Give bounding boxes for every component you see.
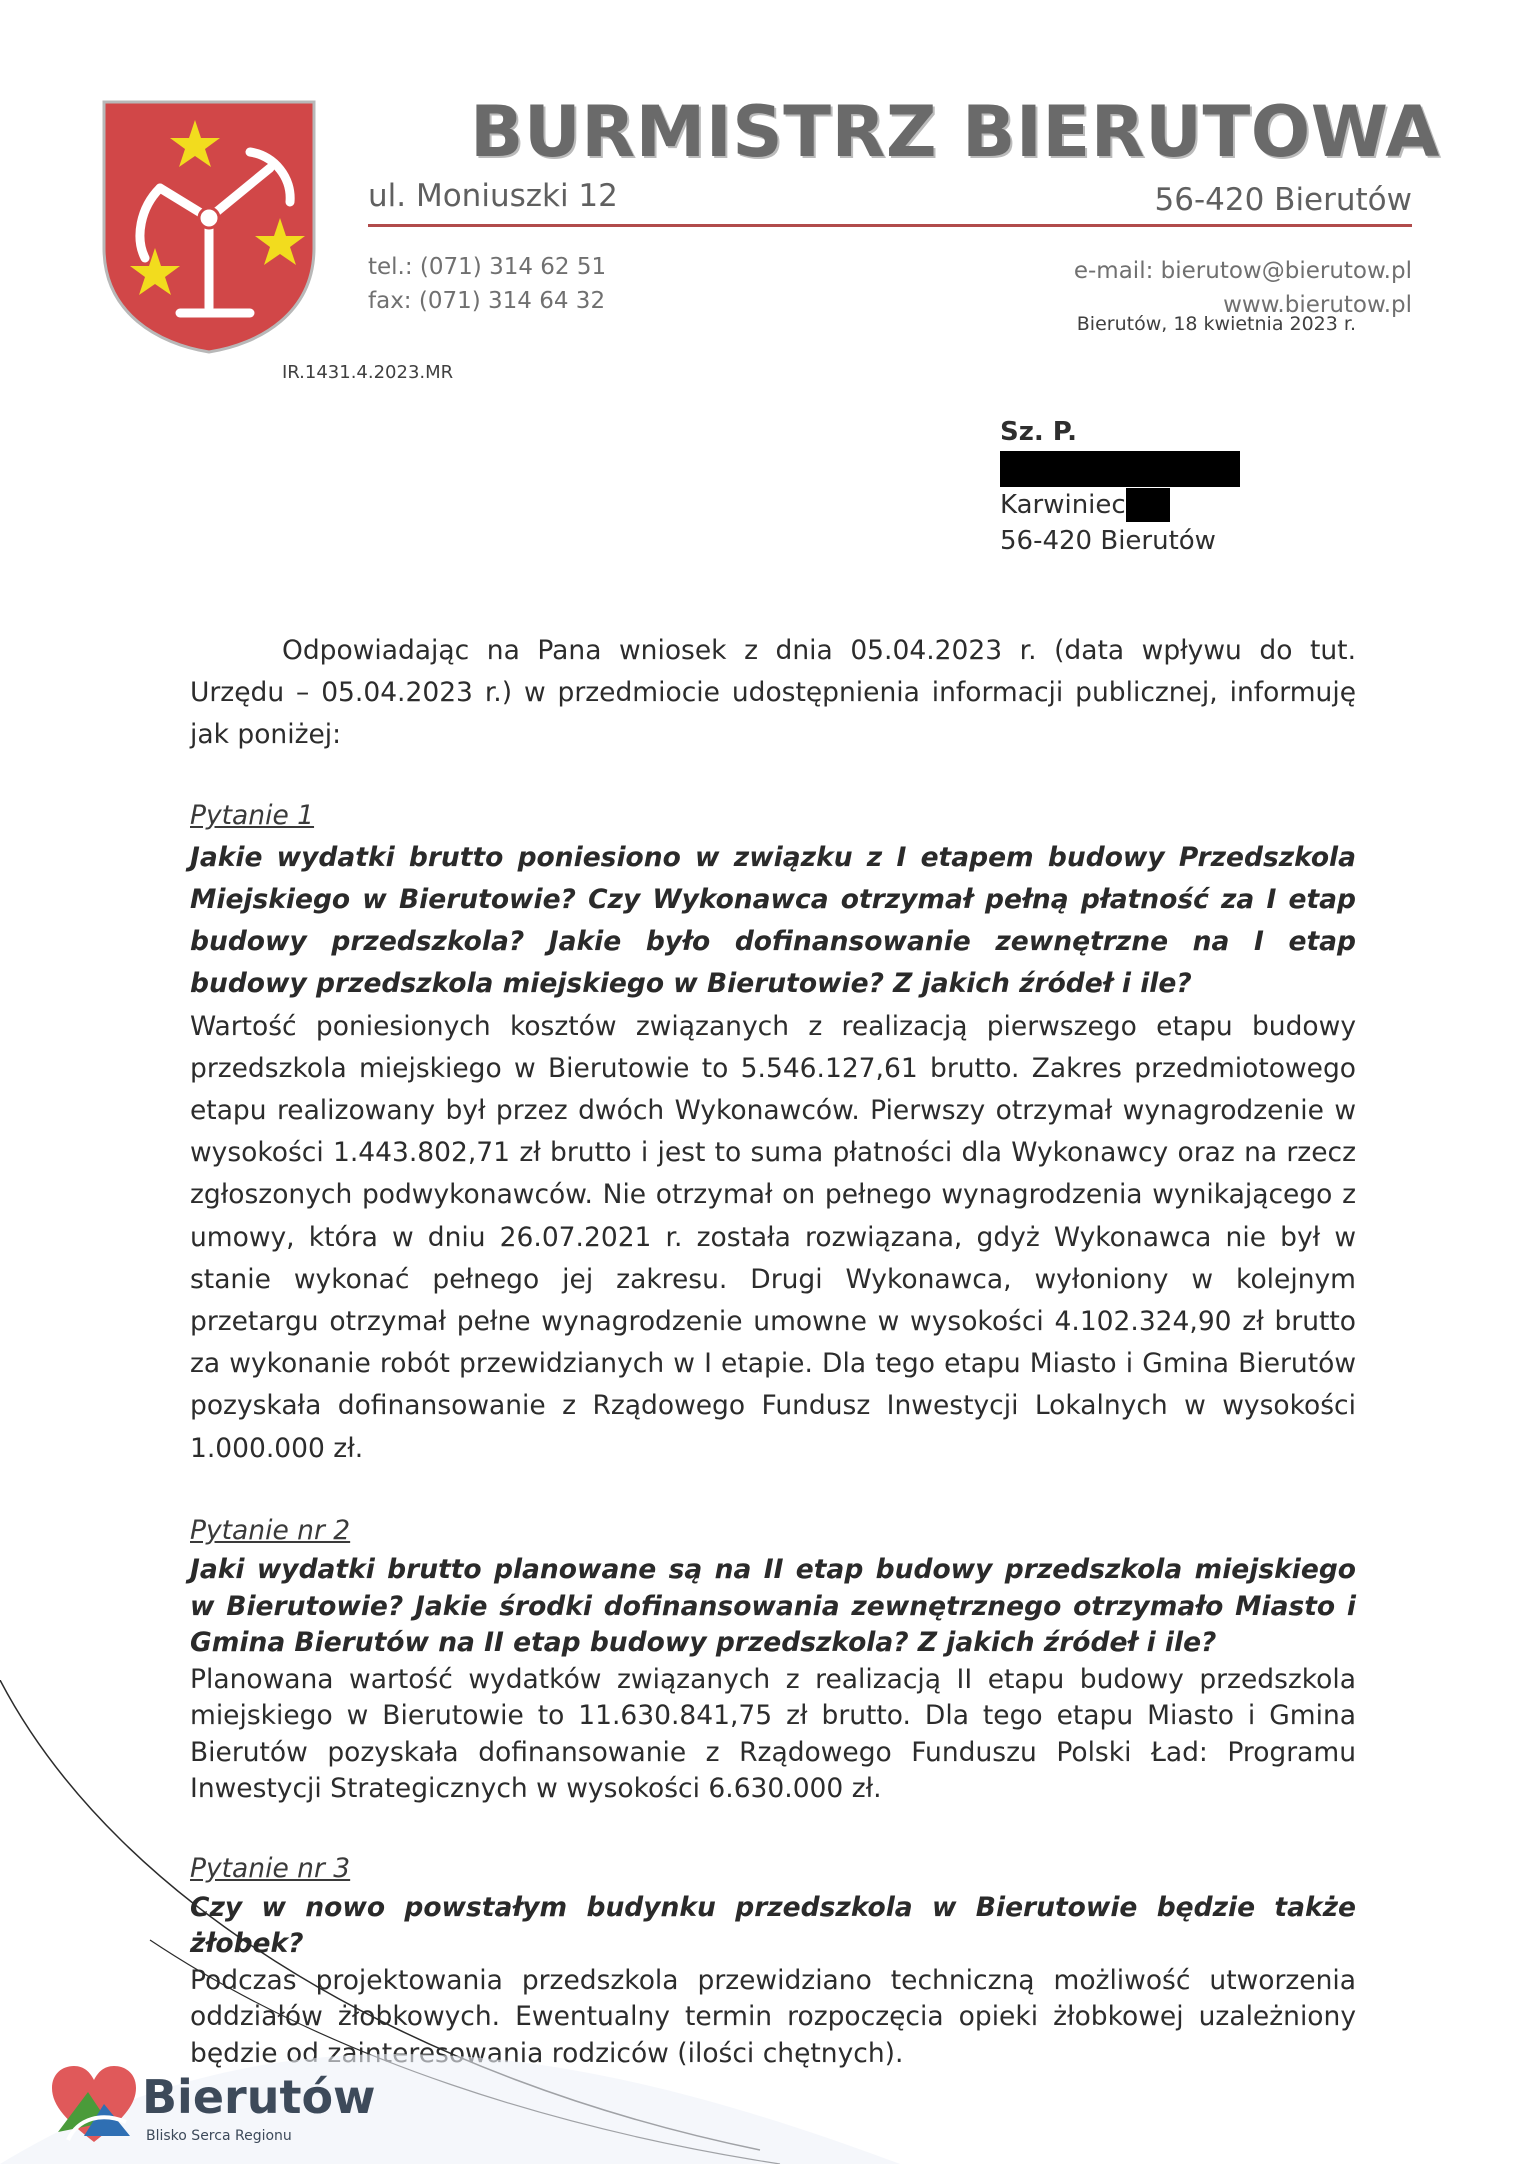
recipient-village: Karwiniec bbox=[1000, 489, 1126, 520]
redacted-name bbox=[1000, 450, 1240, 487]
header-divider bbox=[368, 224, 1412, 227]
question-1-text: Jakie wydatki brutto poniesiono w związku z I etapem budowy Przedszkola Miejskiego w Bierutowie? Czy Wykonawca otrzymał pełną płatność za I etap budowy przedszkola? Jakie było dofinansowanie zewnętrzne na I etap budowy przedszkola miejskiego w Bierutowie? Z jakich źródeł i ile? bbox=[190, 841, 1356, 1000]
redacted-house-number bbox=[1126, 488, 1170, 522]
page-title: BURMISTRZ BIERUTOWA bbox=[470, 91, 1440, 173]
footer-tagline: Blisko Serca Regionu bbox=[146, 2128, 292, 2144]
recipient-village-line bbox=[1000, 487, 1240, 523]
recipient-salutation: Sz. P. bbox=[1000, 417, 1077, 447]
website-link[interactable]: www.bierutow.pl bbox=[1223, 292, 1412, 318]
footer-brand-name: Bierutów bbox=[142, 2070, 376, 2124]
coat-of-arms-icon bbox=[100, 98, 318, 356]
answer-2-text: Planowana wartość wydatków związanych z realizacją II etapu budowy przedszkola miejskiego w Bierutowie to 11.630.841,75 zł brutto. Dla tego etapu Miasto i Gmina Bierutów pozyskała dofinansowanie z Rządowego Funduszu Polski Ład: Programu Inwestycji Strategicznych w wysokości 6.630.000 zł. bbox=[190, 1663, 1356, 1805]
phone-block bbox=[368, 250, 606, 318]
answer-1-text: Wartość poniesionych kosztów związanych z realizacją pierwszego etapu budowy przedszkola miejskiego w Bierutowie to 5.546.127,61 brutto. Zakres przedmiotowego etapu realizowany był przez dwóch Wykonawców. Pierwszy otrzymał wynagrodzenie w wysokości 1.443.802,71 zł brutto i jest to suma płatności dla Wykonawcy oraz na rzecz zgłoszonych podwykonawców. Nie otrzymał on pełnego wynagrodzenia wynikającego z umowy, która w dniu 26.07.2021 r. została rozwiązana, gdyż Wykonawca nie był w stanie wykonać pełnego jej zakresu. Drugi Wykonawca, wyłoniony w kolejnym przetargu otrzymał pełne wynagrodzenie umowne w wysokości 4.102.324,90 zł brutto za wykonanie robót przewidzianych w I etapie. Dla tego etapu Miasto i Gmina Bierutów pozyskała dofinansowanie z Rządowego Fundusz Inwestycji Lokalnych w wysokości 1.000.000 zł. bbox=[190, 1010, 1356, 1464]
intro-paragraph: Odpowiadając na Pana wniosek z dnia 05.04.2023 r. (data wpływu do tut. Urzędu – 05.04.2023 r.) w przedmiocie udostępnienia informacji publicznej, informuję jak poniżej: bbox=[190, 635, 1356, 751]
web-contact-block bbox=[1074, 254, 1412, 322]
reference-number: IR.1431.4.2023.MR bbox=[282, 362, 454, 383]
email-address[interactable]: e-mail: bierutow@bierutow.pl bbox=[1073, 258, 1412, 284]
question-3-text: Czy w nowo powstałym budynku przedszkola w Bierutowie będzie także żłobek? bbox=[190, 1891, 1356, 1960]
street-address: ul. Moniuszki 12 bbox=[368, 178, 618, 214]
bierutow-logo-icon bbox=[48, 2062, 140, 2146]
question-3-label: Pytanie nr 3 bbox=[190, 1852, 351, 1884]
phone-number: tel.: (071) 314 62 51 bbox=[368, 254, 607, 280]
letter-date: Bierutów, 18 kwietnia 2023 r. bbox=[1076, 313, 1356, 335]
recipient-block bbox=[1000, 414, 1240, 559]
recipient-postal-city: 56-420 Bierutów bbox=[1000, 525, 1216, 556]
question-2-label: Pytanie nr 2 bbox=[190, 1514, 351, 1546]
postal-city: 56-420 Bierutów bbox=[1154, 182, 1412, 218]
answer-3-text: Podczas projektowania przedszkola przewidziano techniczną możliwość utworzenia oddziałów żłobkowych. Ewentualny termin rozpoczęcia opieki żłobkowej uzależniony będzie od zainteresowania rodziców (ilości chętnych). bbox=[190, 1964, 1356, 2069]
question-1-label: Pytanie 1 bbox=[190, 799, 315, 831]
question-2-text: Jaki wydatki brutto planowane są na II etap budowy przedszkola miejskiego w Bierutowie? Jakie środki dofinansowania zewnętrznego otrzymało Miasto i Gmina Bierutów na II etap budowy przedszkola? Z jakich źródeł i ile? bbox=[190, 1554, 1356, 1659]
fax-number: fax: (071) 314 64 32 bbox=[368, 288, 606, 314]
